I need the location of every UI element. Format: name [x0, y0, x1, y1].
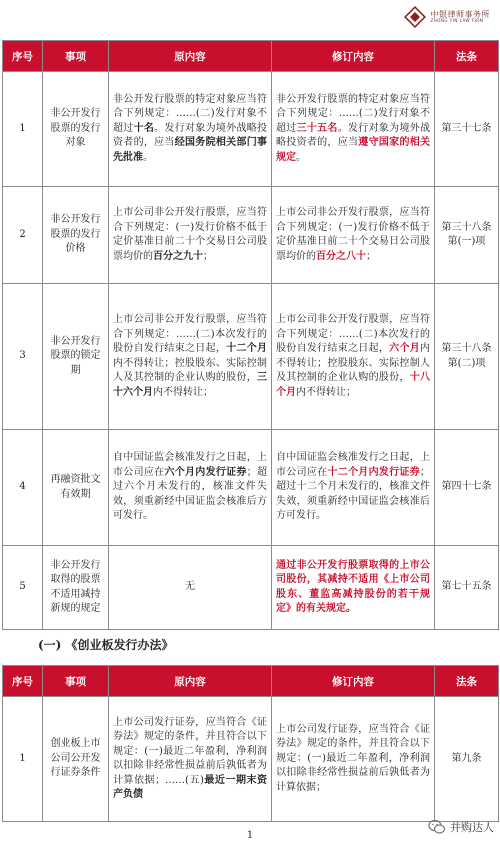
- table-row: [3, 430, 499, 546]
- watermark-text: 并购达人: [450, 821, 494, 834]
- revised-content: 上市公司非公开发行股票，应当符合下列规定：(一)发行价格不低于定价基准日前二十个交易日公司股票均价的百分之八十；: [272, 187, 435, 284]
- row-item: 非公开发行股票的锁定期: [43, 284, 109, 430]
- row-number: 3: [3, 284, 43, 430]
- table-row: [3, 187, 499, 284]
- page-header: [0, 0, 500, 40]
- page-number: 1: [246, 830, 254, 841]
- row-number: 5: [3, 546, 43, 630]
- original-content: 上市公司非公开发行股票，应当符合下列规定：……(二)本次发行的股份自发行结束之日起，十二个月内不得转让；控股股东、实际控制人及其控制的企业认购的股份，三十六个月内不得转让；: [109, 284, 272, 430]
- table-row: [3, 72, 499, 187]
- revised-content: 上市公司发行证券，应当符合《证券法》规定的条件，并且符合以下规定：(一)最近二年盈利，净利润以扣除非经常性损益前后孰低者为计算依据；: [272, 697, 435, 822]
- revised-content: 通过非公开发行股票取得的上市公司股份，其减持不适用《上市公司股东、董监高减持股份的若干规定》的有关规定。: [272, 546, 435, 630]
- header-revised: 修订内容: [272, 41, 435, 72]
- table-header-row: [3, 41, 499, 72]
- watermark: [428, 818, 494, 836]
- row-article: 第九条: [435, 697, 499, 822]
- row-number: 1: [3, 72, 43, 187]
- header-item: 事项: [43, 41, 109, 72]
- row-item: 非公开发行股票的发行价格: [43, 187, 109, 284]
- row-item: 再融资批文有效期: [43, 430, 109, 546]
- header-no: 序号: [3, 666, 43, 697]
- original-content: 无: [109, 546, 272, 630]
- header-no: 序号: [3, 41, 43, 72]
- row-number: 4: [3, 430, 43, 546]
- original-content: 上市公司非公开发行股票，应当符合下列规定：(一)发行价格不低于定价基准日前二十个交易日公司股票均价的百分之九十；: [109, 187, 272, 284]
- header-revised: 修订内容: [272, 666, 435, 697]
- row-item: 创业板上市公司公开发行证券条件: [43, 697, 109, 822]
- table-row: [3, 546, 499, 630]
- row-article: 第四十七条: [435, 430, 499, 546]
- row-number: 1: [3, 697, 43, 822]
- firm-logo-icon: [404, 6, 426, 28]
- original-content: 上市公司发行证券，应当符合《证券法》规定的条件，并且符合以下规定：(一)最近二年盈利，净利润以扣除非经常性损益前后孰低者为计算依据；……(五)最近一期末资产负债: [109, 697, 272, 822]
- revision-table-2: [2, 665, 499, 822]
- row-item: 非公开发行股票的发行对象: [43, 72, 109, 187]
- header-item: 事项: [43, 666, 109, 697]
- revised-content: 上市公司非公开发行股票，应当符合下列规定：……(二)本次发行的股份自发行结束之日起，六个月内不得转让；控股股东、实际控制人及其控制的企业认购的股份，十八个月内不得转让；: [272, 284, 435, 430]
- original-content: 非公开发行股票的特定对象应当符合下列规定：……(二)发行对象不超过十名。发行对象为境外战略投资者的，应当经国务院相关部门事先批准。: [109, 72, 272, 187]
- logo-chinese-name: 中银律师事务所: [430, 9, 490, 19]
- header-article: 法条: [435, 41, 499, 72]
- header-original: 原内容: [109, 41, 272, 72]
- row-article: 第三十八条第(一)项: [435, 187, 499, 284]
- row-number: 2: [3, 187, 43, 284]
- table-row: [3, 284, 499, 430]
- firm-logo: [404, 6, 491, 28]
- row-article: 第三十七条: [435, 72, 499, 187]
- logo-english-name: ZHONG YIN LAW FIRM: [430, 18, 484, 24]
- original-content: 自中国证监会核准发行之日起，上市公司应在六个月内发行证券；超过六个月未发行的，核准文件失效，须重新经中国证监会核准后方可发行。: [109, 430, 272, 546]
- revised-content: 非公开发行股票的特定对象应当符合下列规定：……(二)发行对象不超过三十五名。发行对象为境外战略投资者的，应当遵守国家的相关规定。: [272, 72, 435, 187]
- row-article: 第三十八条第(二)项: [435, 284, 499, 430]
- row-item: 非公开发行取得的股票不适用减持新规的规定: [43, 546, 109, 630]
- header-article: 法条: [435, 666, 499, 697]
- revised-content: 自中国证监会核准发行之日起，上市公司应在十二个月内发行证券；超过十二个月未发行的，核准文件失效，须重新经中国证监会核准后方可发行。: [272, 430, 435, 546]
- wechat-icon: [428, 818, 446, 836]
- row-article: 第七十五条: [435, 546, 499, 630]
- section-title: (一) 《创业板发行办法》: [38, 638, 174, 652]
- table-row: [3, 697, 499, 822]
- header-original: 原内容: [109, 666, 272, 697]
- table-header-row: [3, 666, 499, 697]
- revision-table-1: [2, 40, 499, 630]
